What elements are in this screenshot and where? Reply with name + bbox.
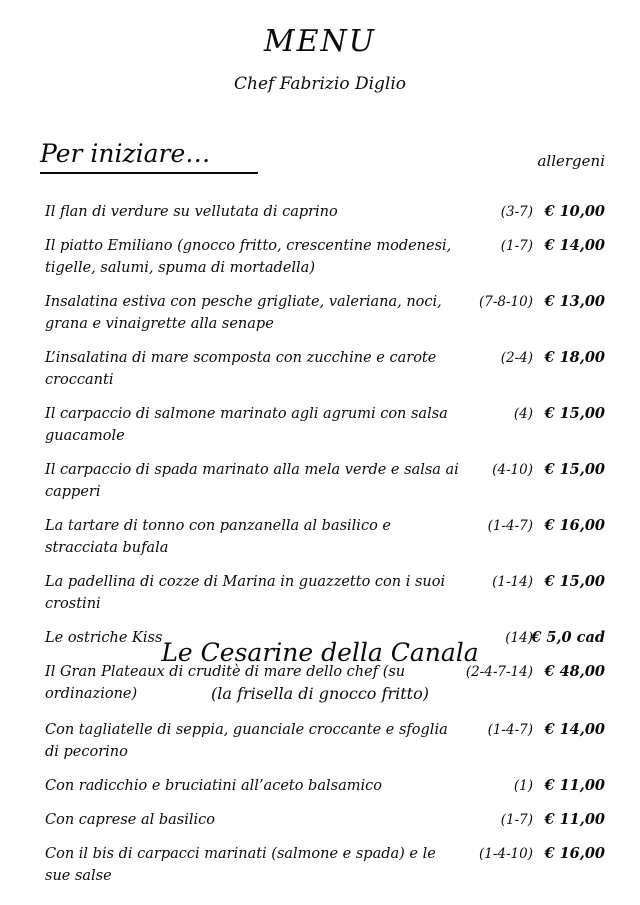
item-allergens: (4) [513,406,533,422]
menu-item-row [45,459,605,503]
item-allergens: (2-4-7-14) [465,664,533,680]
menu-item-row [45,235,605,279]
cesarine-item-list [45,719,605,899]
item-name: Il Gran Plateaux di cruditè di mare dello chef (su ordinazione) [45,664,406,702]
item-allergens: (7-8-10) [478,294,533,310]
allergens-column-label: allergeni [537,152,605,170]
item-price: € 16,00 [544,517,605,534]
item-price: € 16,00 [544,845,605,862]
item-name: Con il bis di carpacci marinati (salmone e spada) e le sue salse [45,846,436,884]
item-price: € 14,00 [544,237,605,254]
menu-item-row [45,515,605,559]
item-price: € 48,00 [544,663,605,680]
item-allergens: (1-14) [492,574,533,590]
item-price: € 11,00 [544,811,605,828]
menu-item-row [45,201,605,223]
menu-item-row [45,291,605,335]
item-name: L’insalatina di mare scomposta con zucchine e carote croccanti [45,350,437,388]
page-title: MENU [263,24,377,59]
item-name: La tartare di tonno con panzanella al basilico e stracciata bufala [45,518,391,556]
item-price: € 18,00 [544,349,605,366]
item-price: € 5,0 cad [531,629,605,646]
menu-item-row [45,775,605,797]
item-name: Il flan di verdure su vellutata di caprino [45,204,338,220]
item-name: La padellina di cozze di Marina in guazzetto con i suoi crostini [45,574,446,612]
item-allergens: (1) [513,778,533,794]
item-name: Insalatina estiva con pesche grigliate, valeriana, noci, grana e vinaigrette alla senape [45,294,442,332]
item-name: Con caprese al basilico [45,812,215,828]
item-price: € 10,00 [544,203,605,220]
item-allergens: (1-4-10) [478,846,533,862]
item-price: € 14,00 [544,721,605,738]
section-cesarine-subheading: (la frisella di gnocco fritto) [211,684,429,703]
menu-item-row [45,403,605,447]
item-price: € 15,00 [544,573,605,590]
section-cesarine-heading: Le Cesarine della Canala [161,638,479,667]
item-allergens: (1-7) [500,812,533,828]
item-name: Il carpaccio di spada marinato alla mela verde e salsa ai capperi [45,462,459,500]
item-allergens: (4-10) [492,462,533,478]
item-price: € 15,00 [544,405,605,422]
item-name: Il carpaccio di salmone marinato agli agrumi con salsa guacamole [45,406,448,444]
menu-item-row [45,571,605,615]
item-price: € 13,00 [544,293,605,310]
menu-item-row [45,719,605,763]
item-allergens: (1-7) [500,238,533,254]
menu-item-row [45,843,605,887]
item-name: Le ostriche Kiss [45,630,163,646]
item-allergens: (14) [505,630,533,646]
item-allergens: (2-4) [500,350,533,366]
menu-item-row [45,347,605,391]
section-starters-heading: Per iniziare… [40,138,258,174]
section-starters-header [40,138,605,174]
item-allergens: (1-4-7) [487,722,533,738]
item-name: Con tagliatelle di seppia, guanciale croccante e sfoglia di pecorino [45,722,448,760]
item-price: € 11,00 [544,777,605,794]
item-name: Il piatto Emiliano (gnocco fritto, crescentine modenesi, tigelle, salumi, spuma di mortadella) [45,238,452,276]
item-allergens: (1-4-7) [487,518,533,534]
item-price: € 15,00 [544,461,605,478]
item-name: Con radicchio e bruciatini all’aceto balsamico [45,778,382,794]
item-allergens: (3-7) [500,204,533,220]
menu-item-row [45,809,605,831]
chef-subtitle: Chef Fabrizio Diglio [233,74,407,94]
